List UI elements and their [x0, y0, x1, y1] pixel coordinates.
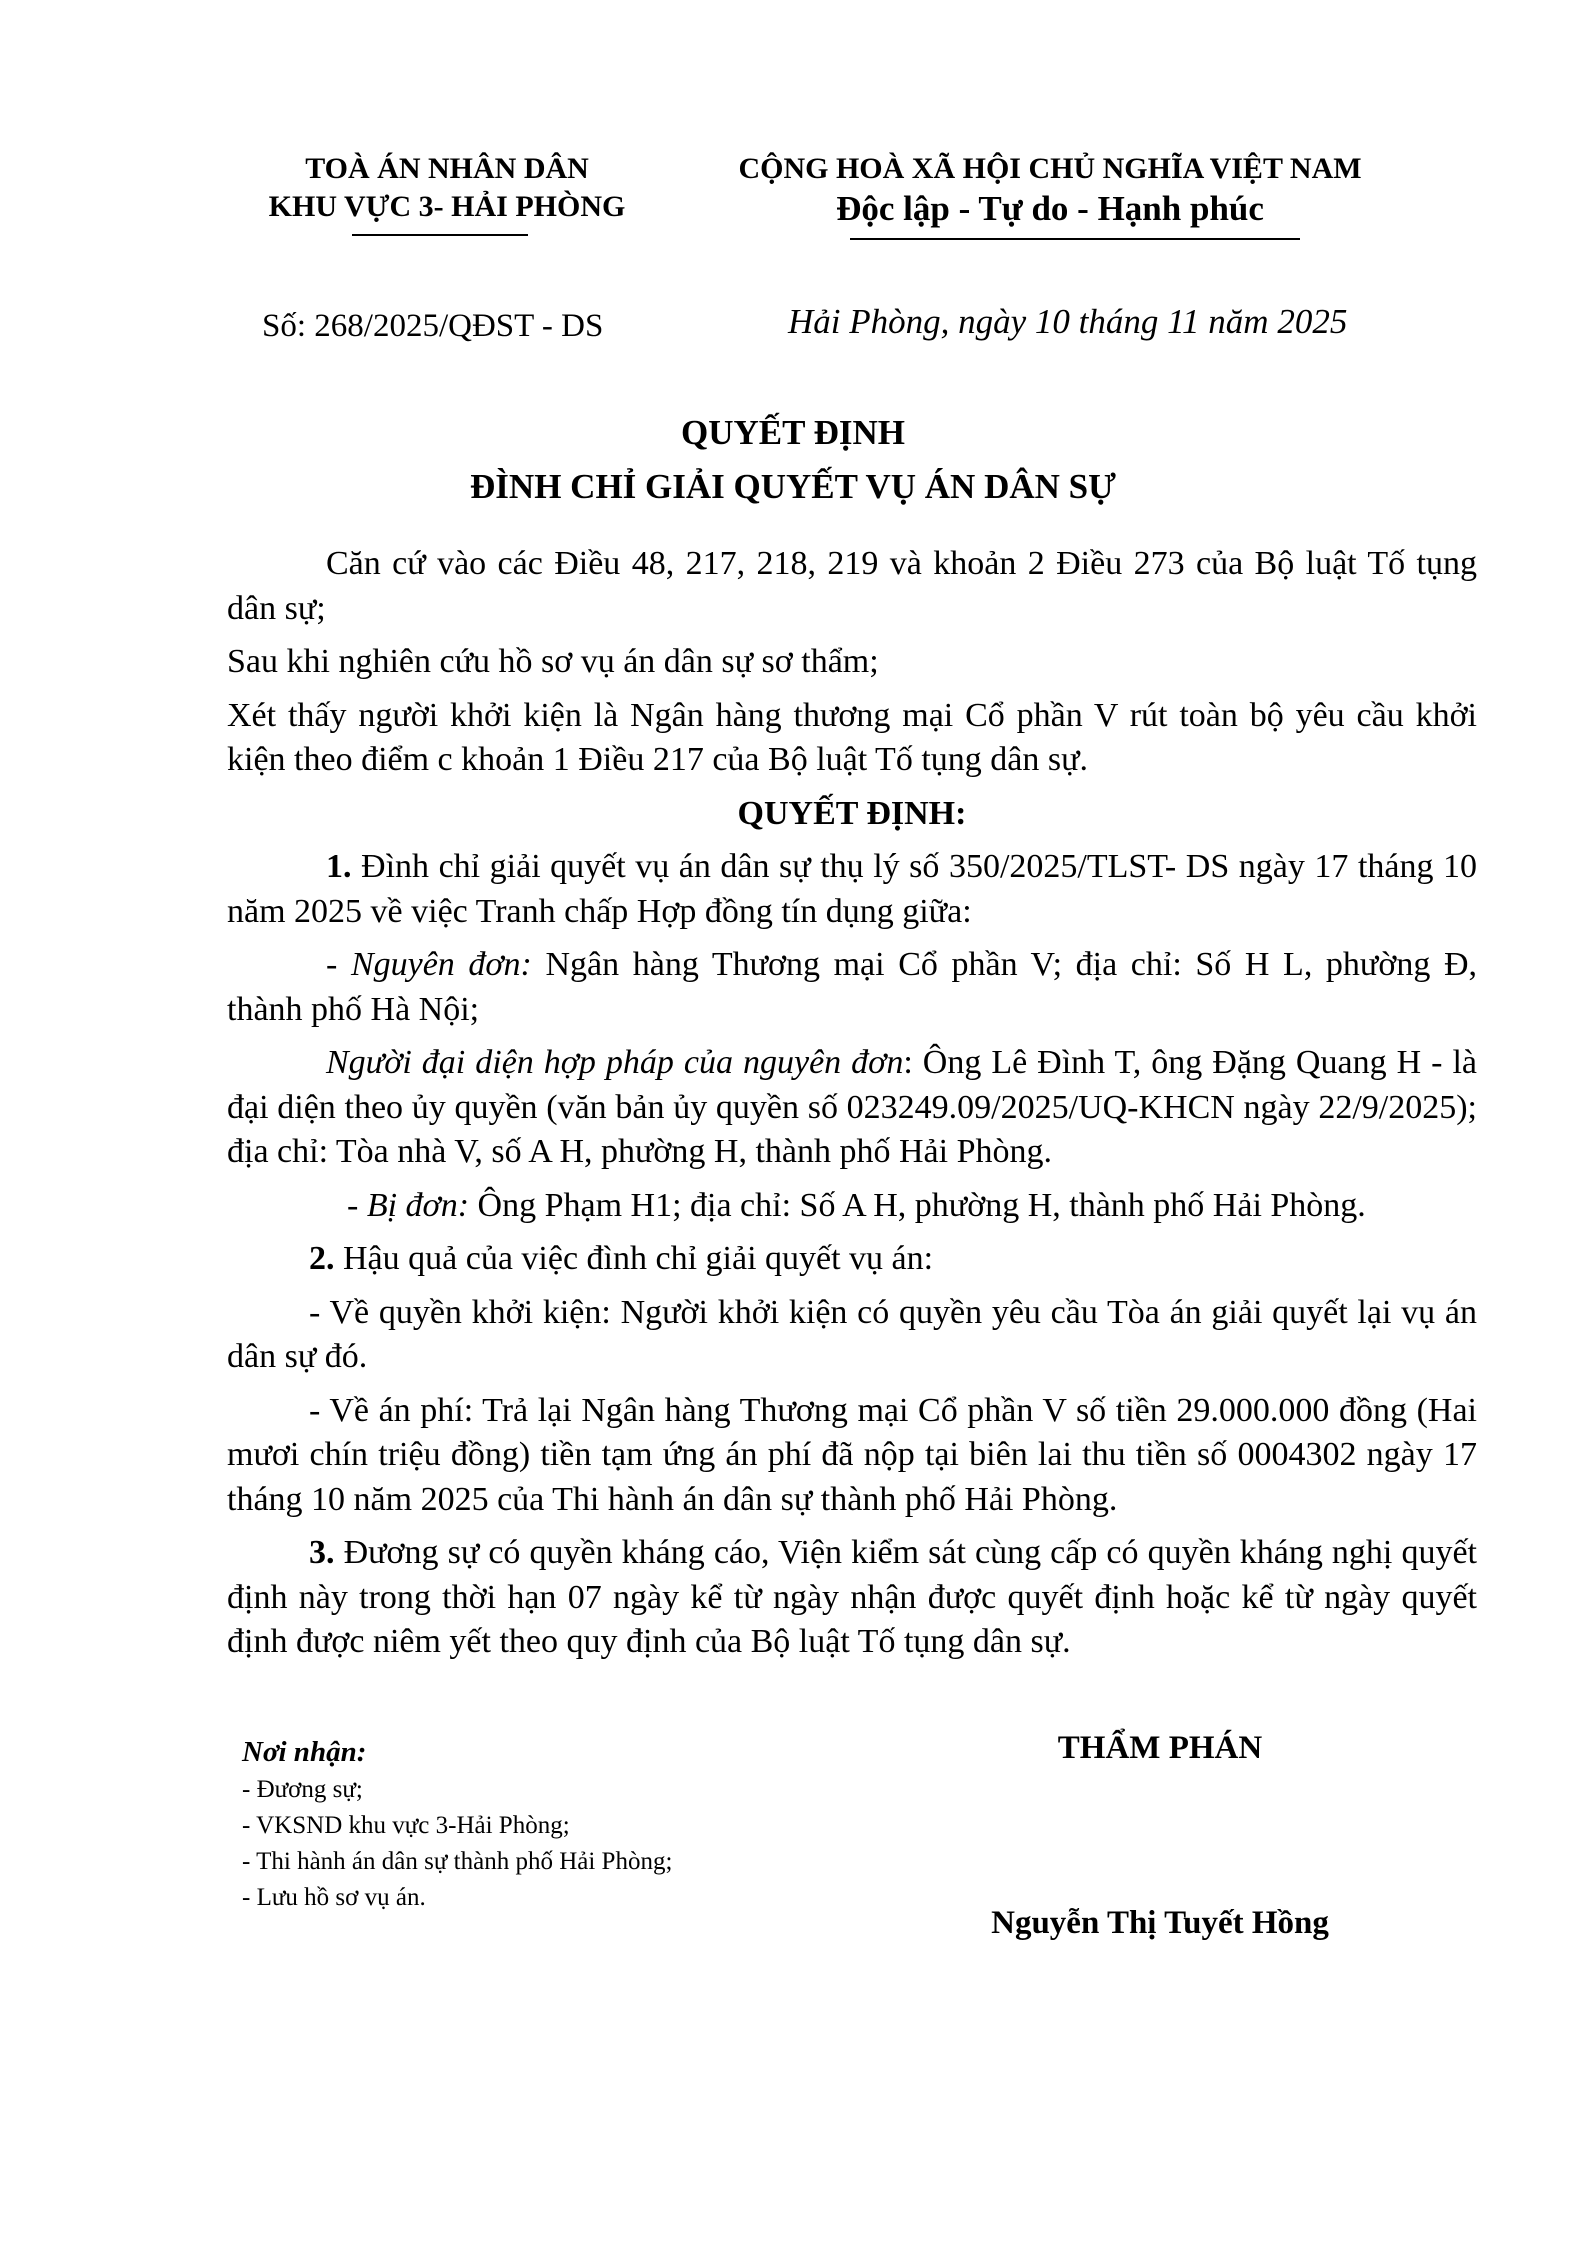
plaintiff-text: Ngân hàng Thương mại Cổ phần V; địa chỉ: Số H L, phường Đ, thành phố Hà Nội;	[227, 946, 1478, 1028]
signer-title: THẨM PHÁN	[1057, 1730, 1263, 1766]
court-line2: KHU VỰC 3- HẢI PHÒNG	[268, 190, 626, 223]
preamble-legal-basis: Căn cứ vào các Điều 48, 217, 218, 219 và khoản 2 Điều 273 của Bộ luật Tố tụng dân sự;	[227, 545, 1477, 627]
nation-line1: CỘNG HOÀ XÃ HỘI CHỦ NGHĨA VIỆT NAM	[738, 152, 1362, 185]
plaintiff-paragraph	[227, 943, 1477, 1032]
court-name	[232, 150, 662, 226]
document-number: Số: 268/2025/QĐST - DS	[262, 308, 604, 344]
signer-name: Nguyễn Thị Tuyết Hồng	[991, 1905, 1329, 1941]
recipient-item: - Lưu hồ sơ vụ án.	[242, 1884, 426, 1911]
item-2-right-to-sue: - Về quyền khởi kiện: Người khởi kiện có quyền yêu cầu Tòa án giải quyết lại vụ án dân sự đó.	[227, 1293, 1477, 1375]
item-1-number: 1.	[326, 848, 352, 885]
item-1-text: Đình chỉ giải quyết vụ án dân sự thụ lý số 350/2025/TLST- DS ngày 17 tháng 10 năm 2025 về việc Tranh chấp Hợp đồng tín dụng giữa:	[227, 848, 1478, 930]
recipient-item: - Thi hành án dân sự thành phố Hải Phòng;	[242, 1848, 673, 1875]
preamble-review: Sau khi nghiên cứu hồ sơ vụ án dân sự sơ thẩm;	[227, 643, 879, 680]
recipient-item: - VKSND khu vực 3-Hải Phòng;	[242, 1812, 570, 1839]
representative-paragraph	[227, 1041, 1477, 1175]
defendant-text: Ông Phạm H1; địa chỉ: Số A H, phường H, thành phố Hải Phòng.	[469, 1186, 1366, 1224]
decision-item-2	[227, 1237, 1477, 1282]
nation-motto: Độc lập - Tự do - Hạnh phúc	[836, 189, 1264, 228]
plaintiff-prefix: -	[326, 946, 351, 983]
representative-text: : Ông Lê Đình T, ông Đặng Quang H - là đại diện theo ủy quyền (văn bản ủy quyền số 023249.09/2025/UQ-KHCN ngày 22/9/2025); địa chỉ: Tòa nhà V, số A H, phường H, thành phố Hải Phòng.	[227, 1044, 1477, 1170]
court-underline	[352, 234, 528, 236]
document-body	[227, 542, 1477, 1674]
motto-underline	[850, 238, 1300, 240]
plaintiff-label: Nguyên đơn:	[350, 946, 532, 983]
defendant-prefix: -	[347, 1186, 367, 1224]
recipients-heading: Nơi nhận:	[242, 1736, 367, 1768]
document-subtitle: ĐÌNH CHỈ GIẢI QUYẾT VỤ ÁN DÂN SỰ	[470, 467, 1116, 506]
national-header	[690, 150, 1410, 230]
recipient-item: - Đương sự;	[242, 1776, 363, 1803]
item-3-text: Đương sự có quyền kháng cáo, Viện kiểm sát cùng cấp có quyền kháng nghị quyết định này trong thời hạn 07 ngày kể từ ngày nhận được quyết định hoặc kể từ ngày quyết định được niêm yết theo quy định của Bộ luật Tố tụng dân sự.	[227, 1534, 1477, 1660]
defendant-paragraph	[227, 1184, 1477, 1229]
representative-label: Người đại diện hợp pháp của nguyên đơn	[326, 1044, 904, 1081]
decision-item-3	[227, 1531, 1477, 1665]
place-date: Hải Phòng, ngày 10 tháng 11 năm 2025	[788, 302, 1348, 341]
recipients-block	[242, 1732, 842, 1916]
document-title: QUYẾT ĐỊNH	[681, 413, 905, 452]
item-2-court-fee: - Về án phí: Trả lại Ngân hàng Thương mại Cổ phần V số tiền 29.000.000 đồng (Hai mươi chín triệu đồng) tiền tạm ứng án phí đã nộp tại biên lai thu tiền số 0004302 ngày 17 tháng 10 năm 2025 của Thi hành án dân sự thành phố Hải Phòng.	[227, 1391, 1477, 1518]
item-2-text: Hậu quả của việc đình chỉ giải quyết vụ án:	[334, 1240, 934, 1277]
court-line1: TOÀ ÁN NHÂN DÂN	[305, 152, 589, 185]
decision-heading: QUYẾT ĐỊNH:	[737, 794, 967, 832]
item-3-number: 3.	[309, 1534, 335, 1571]
preamble-consideration: Xét thấy người khởi kiện là Ngân hàng thương mại Cổ phần V rút toàn bộ yêu cầu khởi kiện theo điểm c khoản 1 Điều 217 của Bộ luật Tố tụng dân sự.	[227, 696, 1477, 778]
item-2-number: 2.	[309, 1240, 335, 1277]
decision-item-1	[227, 845, 1477, 934]
defendant-label: Bị đơn:	[366, 1186, 470, 1224]
